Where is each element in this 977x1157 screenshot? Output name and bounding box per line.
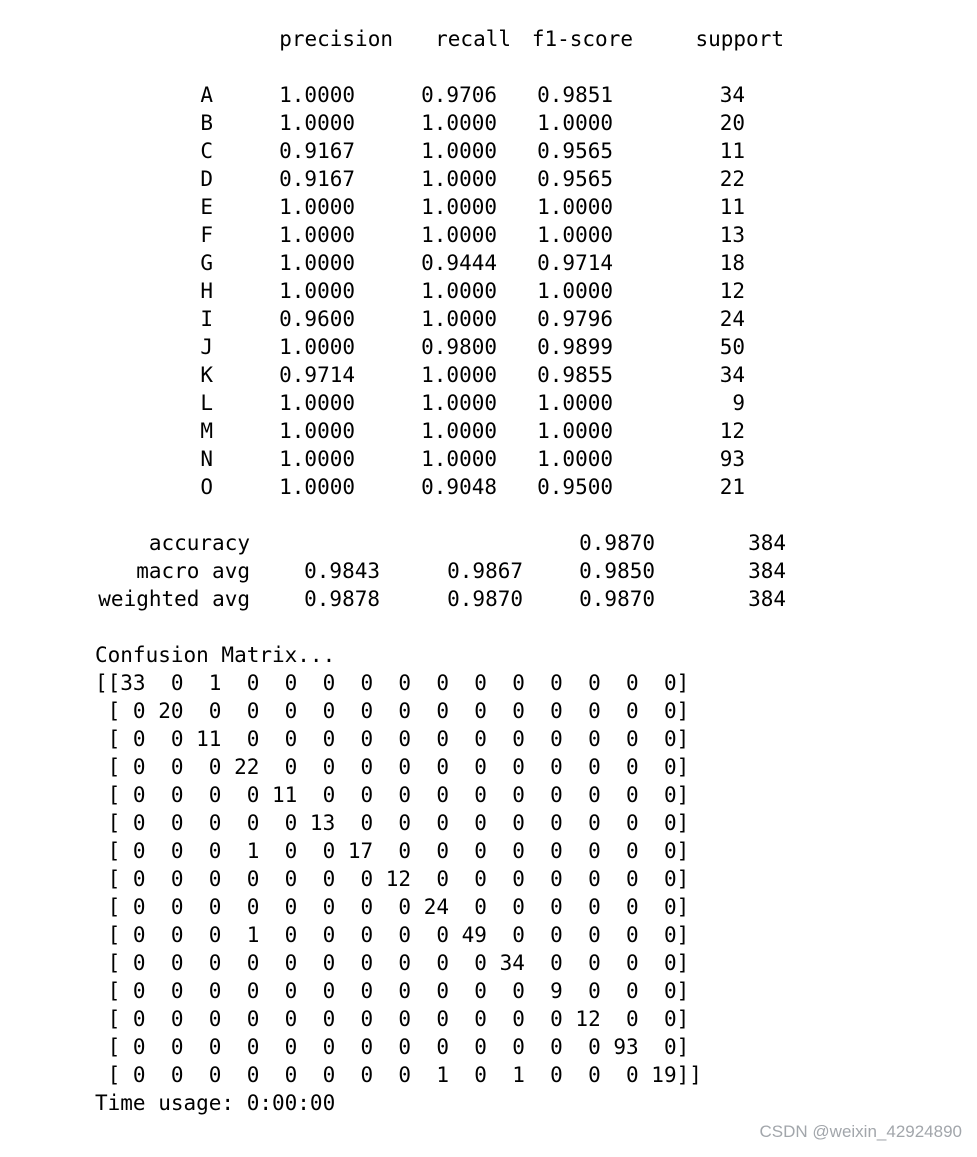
report-cell-label: G (200, 251, 213, 275)
report-cell-precision: 0.9600 (279, 307, 355, 331)
report-cell-label: E (200, 195, 213, 219)
report-cell-support: 22 (719, 167, 745, 191)
report-cell-precision: 0.9843 (304, 559, 380, 583)
report-summary-row (95, 529, 786, 557)
report-cell-precision: 0.9878 (304, 587, 380, 611)
report-header-f1-score: f1-score (531, 27, 633, 51)
report-cell-label: N (200, 447, 213, 471)
confusion-matrix-row: [ 0 0 0 0 11 0 0 0 0 0 0 0 0 0 0] (95, 783, 690, 807)
report-cell-support: 93 (719, 447, 745, 471)
confusion-matrix-row: [ 0 0 0 1 0 0 0 0 0 49 0 0 0 0 0] (95, 923, 690, 947)
report-row (95, 473, 786, 501)
report-cell-recall: 1.0000 (421, 167, 497, 191)
report-cell-f1: 1.0000 (537, 111, 613, 135)
report-cell-support: 18 (719, 251, 745, 275)
report-cell-precision: 0.9167 (279, 167, 355, 191)
report-summary-row (95, 585, 786, 613)
watermark: CSDN @weixin_42924890 (759, 1122, 962, 1141)
report-row (95, 361, 786, 389)
confusion-matrix-row: [ 0 0 0 0 0 0 0 0 1 0 1 0 0 0 19]] (95, 1063, 702, 1087)
report-cell-label: L (200, 391, 213, 415)
report-summary-row (95, 557, 786, 585)
report-cell-f1: 1.0000 (537, 391, 613, 415)
confusion-matrix-row: [ 0 0 0 22 0 0 0 0 0 0 0 0 0 0 0] (95, 755, 690, 779)
report-cell-recall: 1.0000 (421, 139, 497, 163)
report-cell-label: M (200, 419, 213, 443)
blank-line (95, 53, 786, 81)
report-cell-f1: 0.9851 (537, 83, 613, 107)
report-cell-support: 11 (719, 195, 745, 219)
confusion-matrix-row: [ 0 0 0 0 0 0 0 0 0 0 0 0 12 0 0] (95, 1007, 690, 1031)
report-cell-precision: 1.0000 (279, 251, 355, 275)
confusion-matrix (95, 669, 786, 1089)
report-cell-f1: 0.9855 (537, 363, 613, 387)
confusion-matrix-row: [ 0 0 0 1 0 0 17 0 0 0 0 0 0 0 0] (95, 839, 690, 863)
report-cell-support: 24 (719, 307, 745, 331)
report-cell-support: 12 (719, 279, 745, 303)
confusion-matrix-row: [ 0 0 0 0 0 0 0 0 0 0 0 0 0 93 0] (95, 1035, 690, 1059)
report-cell-precision: 1.0000 (279, 475, 355, 499)
report-cell-support: 384 (748, 587, 786, 611)
report-row (95, 193, 786, 221)
report-cell-label: D (200, 167, 213, 191)
report-cell-label: J (200, 335, 213, 359)
report-cell-precision: 1.0000 (279, 279, 355, 303)
report-cell-precision: 0.9714 (279, 363, 355, 387)
report-header-support: support (695, 27, 784, 51)
report-cell-recall: 1.0000 (421, 195, 497, 219)
report-cell-precision: 1.0000 (279, 391, 355, 415)
report-cell-f1: 0.9500 (537, 475, 613, 499)
report-cell-recall: 1.0000 (421, 111, 497, 135)
report-cell-support: 384 (748, 531, 786, 555)
report-row (95, 417, 786, 445)
confusion-matrix-row: [ 0 0 0 0 0 13 0 0 0 0 0 0 0 0 0] (95, 811, 690, 835)
report-cell-recall: 1.0000 (421, 363, 497, 387)
report-cell-f1: 0.9899 (537, 335, 613, 359)
report-cell-label: H (200, 279, 213, 303)
report-cell-f1: 0.9850 (579, 559, 655, 583)
report-cell-recall: 0.9706 (421, 83, 497, 107)
blank-line (95, 501, 786, 529)
report-cell-precision: 1.0000 (279, 335, 355, 359)
report-cell-label: accuracy (148, 531, 250, 555)
report-cell-support: 11 (719, 139, 745, 163)
confusion-matrix-row: [ 0 0 11 0 0 0 0 0 0 0 0 0 0 0 0] (95, 727, 690, 751)
report-cell-recall: 1.0000 (421, 223, 497, 247)
report-cell-f1: 1.0000 (537, 419, 613, 443)
report-row (95, 333, 786, 361)
report-cell-f1: 1.0000 (537, 195, 613, 219)
report-row (95, 305, 786, 333)
report-row (95, 445, 786, 473)
report-header-recall: recall (435, 27, 511, 51)
report-row (95, 109, 786, 137)
report-row (95, 249, 786, 277)
report-cell-label: macro avg (136, 559, 250, 583)
report-cell-f1: 1.0000 (537, 447, 613, 471)
time-usage: Time usage: 0:00:00 (95, 1091, 336, 1115)
report-row (95, 81, 786, 109)
report-cell-f1: 0.9870 (579, 531, 655, 555)
confusion-matrix-row: [ 0 0 0 0 0 0 0 0 0 0 34 0 0 0 0] (95, 951, 690, 975)
confusion-matrix-row: [ 0 0 0 0 0 0 0 0 24 0 0 0 0 0 0] (95, 895, 690, 919)
report-cell-precision: 1.0000 (279, 195, 355, 219)
report-cell-recall: 0.9870 (447, 587, 523, 611)
report-cell-precision: 1.0000 (279, 83, 355, 107)
report-cell-support: 384 (748, 559, 786, 583)
report-cell-label: F (200, 223, 213, 247)
report-cell-recall: 1.0000 (421, 391, 497, 415)
report-cell-recall: 1.0000 (421, 279, 497, 303)
report-cell-recall: 1.0000 (421, 447, 497, 471)
report-cell-label: I (200, 307, 213, 331)
confusion-matrix-title: Confusion Matrix... (95, 643, 336, 667)
report-row (95, 389, 786, 417)
report-cell-precision: 1.0000 (279, 419, 355, 443)
report-cell-label: O (200, 475, 213, 499)
report-cell-support: 12 (719, 419, 745, 443)
report-class-rows (95, 81, 786, 501)
report-summary-rows (95, 529, 786, 613)
report-cell-precision: 1.0000 (279, 111, 355, 135)
report-cell-recall: 0.9444 (421, 251, 497, 275)
report-cell-label: K (200, 363, 213, 387)
report-cell-f1: 0.9565 (537, 139, 613, 163)
report-cell-f1: 0.9714 (537, 251, 613, 275)
report-cell-label: weighted avg (98, 587, 250, 611)
report-cell-recall (380, 529, 523, 557)
report-cell-support: 34 (719, 83, 745, 107)
report-cell-label: B (200, 111, 213, 135)
report-cell-support: 13 (719, 223, 745, 247)
report-cell-f1: 0.9796 (537, 307, 613, 331)
report-cell-f1: 1.0000 (537, 223, 613, 247)
report-cell-support: 34 (719, 363, 745, 387)
report-cell-precision (250, 529, 380, 557)
report-cell-precision: 1.0000 (279, 447, 355, 471)
confusion-matrix-row: [ 0 0 0 0 0 0 0 0 0 0 0 9 0 0 0] (95, 979, 690, 1003)
report-cell-support: 50 (719, 335, 745, 359)
confusion-matrix-row: [ 0 0 0 0 0 0 0 12 0 0 0 0 0 0 0] (95, 867, 690, 891)
report-row (95, 277, 786, 305)
report-header-precision: precision (279, 27, 393, 51)
report-cell-recall: 0.9867 (447, 559, 523, 583)
report-cell-support: 20 (719, 111, 745, 135)
blank-line (95, 613, 786, 641)
report-cell-precision: 0.9167 (279, 139, 355, 163)
console-content (95, 25, 786, 1117)
report-cell-recall: 0.9800 (421, 335, 497, 359)
report-header-row (95, 25, 786, 53)
report-cell-recall: 1.0000 (421, 307, 497, 331)
report-row (95, 221, 786, 249)
report-cell-recall: 0.9048 (421, 475, 497, 499)
report-row (95, 165, 786, 193)
report-cell-f1: 1.0000 (537, 279, 613, 303)
report-cell-recall: 1.0000 (421, 419, 497, 443)
report-cell-support: 21 (719, 475, 745, 499)
report-row (95, 137, 786, 165)
confusion-matrix-row: [ 0 20 0 0 0 0 0 0 0 0 0 0 0 0 0] (95, 699, 690, 723)
report-cell-support: 9 (732, 391, 745, 415)
report-cell-f1: 0.9565 (537, 167, 613, 191)
report-cell-label: C (200, 139, 213, 163)
confusion-matrix-row: [[33 0 1 0 0 0 0 0 0 0 0 0 0 0 0] (95, 671, 690, 695)
report-cell-f1: 0.9870 (579, 587, 655, 611)
report-cell-precision: 1.0000 (279, 223, 355, 247)
report-cell-label: A (200, 83, 213, 107)
